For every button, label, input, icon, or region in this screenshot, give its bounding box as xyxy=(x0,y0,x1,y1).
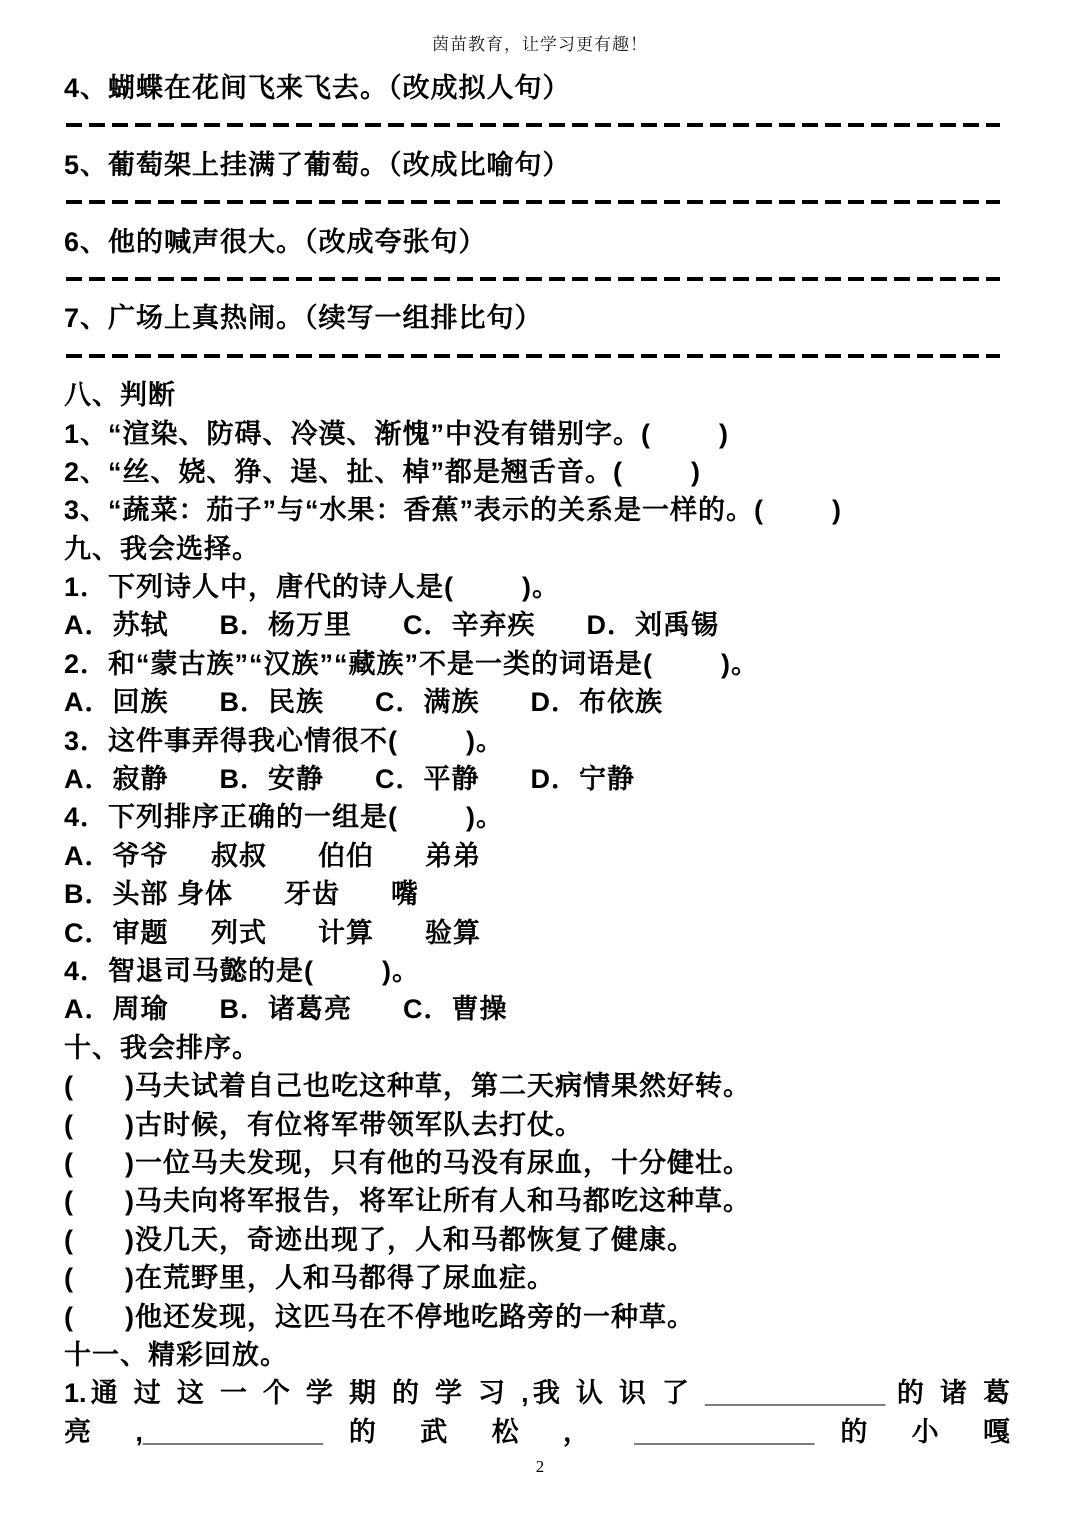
order-item-line: ( )古时候，有位将军带领军队去打仗。 xyxy=(64,1109,583,1140)
worksheet-body xyxy=(64,69,1010,1451)
choice-options-line: C．审题 列式 计算 验算 xyxy=(64,917,482,948)
question-line: 4、蝴蝶在花间飞来飞去。（改成拟人句） xyxy=(64,73,571,103)
choice-options-line: A．周瑜 B．诸葛亮 C．曹操 xyxy=(64,994,508,1025)
fill-in-line: 亮 ,____________ 的 武 松 ， ____________ 的 小 嘎 xyxy=(64,1416,1010,1447)
answer-blank-line xyxy=(64,338,1010,376)
answer-blank-line xyxy=(64,107,1010,145)
judge-statement-line: 1、“渲染、防碍、冷漠、渐愧”中没有错别字。( ) xyxy=(64,418,730,449)
order-item-line: ( )马夫试着自己也吃这种草，第二天病情果然好转。 xyxy=(64,1071,751,1102)
page-number: 2 xyxy=(535,1457,545,1476)
choice-question-line: 1．下列诗人中，唐代的诗人是( )。 xyxy=(64,572,561,603)
judge-statement-line: 3、“蔬菜：茄子”与“水果：香蕉”表示的关系是一样的。( ) xyxy=(64,495,843,526)
question-line: 7、广场上真热闹。（续写一组排比句） xyxy=(64,303,543,334)
order-item-line: ( )没几天，奇迹出现了，人和马都恢复了健康。 xyxy=(64,1224,695,1255)
choice-question-line: 2．和“蒙古族”“汉族”“藏族”不是一类的词语是( )。 xyxy=(64,648,760,679)
section-heading-judge: 八、判断 xyxy=(64,380,176,411)
question-line: 6、他的喊声很大。（改成夸张句） xyxy=(64,226,487,257)
choice-options-line: A．回族 B．民族 C．满族 D．布依族 xyxy=(64,687,664,718)
answer-blank-line xyxy=(64,261,1010,299)
choice-options-line: A．苏轼 B．杨万里 C．辛弃疾 D．刘禹锡 xyxy=(64,610,720,641)
choice-question-line: 4．下列排序正确的一组是( )。 xyxy=(64,802,505,833)
order-item-line: ( )他还发现，这匹马在不停地吃路旁的一种草。 xyxy=(64,1301,695,1332)
section-heading-recall: 十一、精彩回放。 xyxy=(64,1339,288,1370)
choice-options-line: A．寂静 B．安静 C．平静 D．宁静 xyxy=(64,764,636,795)
fill-in-line: 1.通 过 这 一 个 学 期 的 学 习 ,我 认 识 了 ____________ 的 诸 葛 xyxy=(64,1378,1010,1409)
page-header-note: 茵苗教育，让学习更有趣！ xyxy=(432,35,648,54)
judge-statement-line: 2、“丝、娆、狰、逞、扯、棹”都是翘舌音。( ) xyxy=(64,456,702,487)
section-heading-choice: 九、我会选择。 xyxy=(64,533,260,564)
question-line: 5、葡萄架上挂满了葡萄。（改成比喻句） xyxy=(64,149,571,180)
order-item-line: ( )一位马夫发现，只有他的马没有尿血，十分健壮。 xyxy=(64,1147,751,1178)
section-heading-order: 十、我会排序。 xyxy=(64,1032,260,1063)
choice-options-line: A．爷爷 叔叔 伯伯 弟弟 xyxy=(64,840,482,871)
answer-blank-line xyxy=(64,184,1010,222)
choice-question-line: 3．这件事弄得我心情很不( )。 xyxy=(64,725,505,756)
choice-options-line: B．头部 身体 牙齿 嘴 xyxy=(64,879,420,910)
order-item-line: ( )马夫向将军报告，将军让所有人和马都吃这种草。 xyxy=(64,1186,751,1217)
order-item-line: ( )在荒野里，人和马都得了尿血症。 xyxy=(64,1263,555,1294)
choice-question-line: 4．智退司马懿的是( )。 xyxy=(64,955,421,986)
